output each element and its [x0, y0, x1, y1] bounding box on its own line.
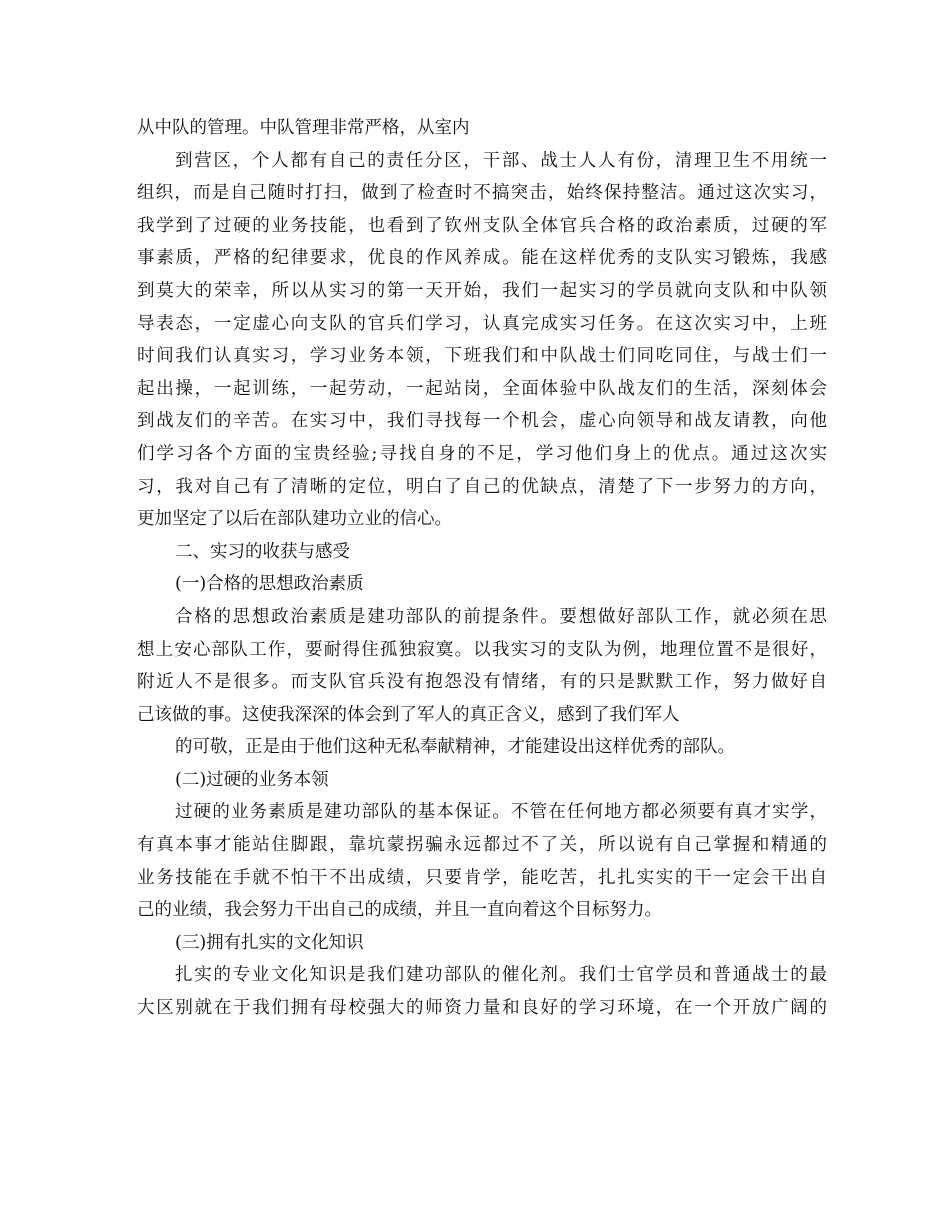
text-line: 到战友们的辛苦。在实习中，我们寻找每一个机会，虚心向领导和战友请教，向他	[137, 411, 827, 432]
section-heading: 二、实习的收获与感受	[175, 541, 350, 562]
text-line: 己该做的事。这使我深深的体会到了军人的真正含义，感到了我们军人	[137, 704, 680, 725]
text-line: 合格的思想政治素质是建功部队的前提条件。要想做好部队工作，就必须在思	[175, 606, 827, 627]
document-body	[137, 112, 827, 1025]
subsection-heading: (一)合格的思想政治素质	[175, 574, 364, 595]
text-line: 到莫大的荣幸，所以从实习的第一天开始，我们一起实习的学员就向支队和中队领	[137, 280, 827, 301]
text-line: 扎实的专业文化知识是我们建功部队的催化剂。我们士官学员和普通战士的最	[175, 965, 827, 986]
text-line: 习，我对自己有了清晰的定位，明白了自己的优缺点，清楚了下一步努力的方向，	[137, 476, 827, 497]
text-line: 组织，而是自己随时打扫，做到了检查时不搞突击，始终保持整洁。通过这次实习，	[137, 183, 827, 204]
text-line: 事素质，严格的纪律要求，优良的作风养成。能在这样优秀的支队实习锻炼，我感	[137, 248, 827, 269]
text-line: 时间我们认真实习，学习业务本领，下班我们和中队战士们同吃同住，与战士们一	[137, 346, 827, 367]
text-line: 们学习各个方面的宝贵经验;寻找自身的不足，学习他们身上的优点。通过这次实	[137, 443, 827, 464]
text-line: 附近人不是很多。而支队官兵没有抱怨没有情绪，有的只是默默工作，努力做好自	[137, 672, 827, 693]
text-line: 想上安心部队工作，要耐得住孤独寂寞。以我实习的支队为例，地理位置不是很好，	[137, 639, 827, 660]
subsection-heading: (二)过硬的业务本领	[175, 769, 329, 790]
text-line: 有真本事才能站住脚跟，靠坑蒙拐骗永远都过不了关，所以说有自己掌握和精通的	[137, 835, 827, 856]
text-line: 从中队的管理。中队管理非常严格，从室内	[137, 118, 470, 138]
subsection-heading: (三)拥有扎实的文化知识	[175, 932, 364, 953]
text-line: 导表态，一定虚心向支队的官兵们学习，认真完成实习任务。在这次实习中，上班	[137, 313, 827, 334]
text-line: 的可敬，正是由于他们这种无私奉献精神，才能建设出这样优秀的部队。	[175, 737, 735, 758]
text-line: 己的业绩，我会努力干出自己的成绩，并且一直向着这个目标努力。	[137, 900, 662, 921]
text-line: 起出操，一起训练，一起劳动，一起站岗，全面体验中队战友们的生活，深刻体会	[137, 378, 827, 399]
text-line: 过硬的业务素质是建功部队的基本保证。不管在任何地方都必须要有真才实学，	[175, 802, 827, 823]
text-line: 更加坚定了以后在部队建功立业的信心。	[137, 509, 452, 530]
text-line: 到营区，个人都有自己的责任分区，干部、战士人人有份，清理卫生不用统一	[175, 150, 827, 171]
text-line: 我学到了过硬的业务技能，也看到了钦州支队全体官兵合格的政治素质，过硬的军	[137, 215, 827, 236]
text-line: 业务技能在手就不怕干不出成绩，只要肯学，能吃苦，扎扎实实的干一定会干出自	[137, 867, 827, 888]
text-line: 大区别就在于我们拥有母校强大的师资力量和良好的学习环境，在一个开放广阔的	[137, 998, 827, 1019]
